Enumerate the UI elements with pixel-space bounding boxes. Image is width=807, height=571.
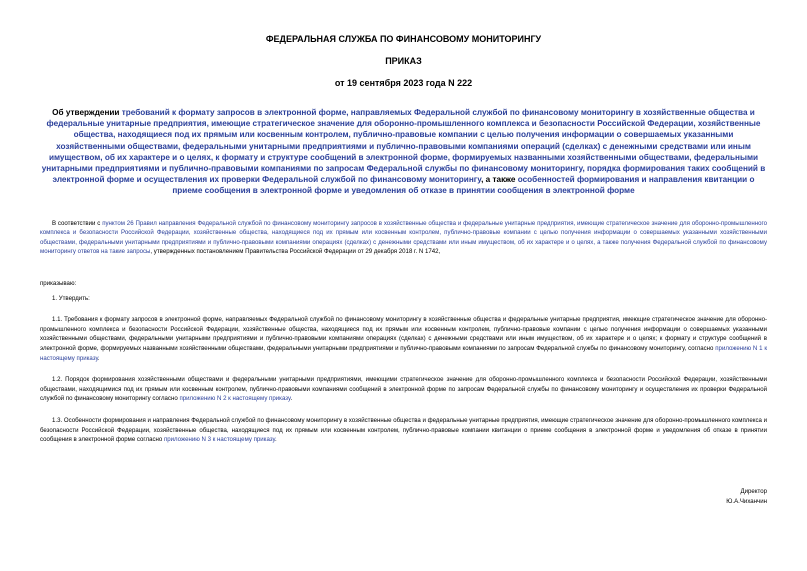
- item-1-1: [40, 315, 767, 363]
- item-1-3-end: .: [274, 436, 277, 444]
- preamble-paragraph: [40, 219, 767, 257]
- item-1-3-text: 1.3. Особенности формирования и направления Федеральной службой по финансовому мониторингу в хозяйственные общества и федеральные унитарные предприятия, имеющие стратегическое значение для оборонно-промышленного комплекса и безопасности Российской Федерации, хозяйственные общества, находящиеся под их прямым или косвенным контролем, публично-правовые компании квитанции о приеме сообщения в электронной форме и уведомления об отказе в принятии сообщения в электронной форме согласно: [40, 416, 767, 444]
- signer-position: Директор: [740, 488, 767, 495]
- title-link-requirements[interactable]: требований к формату запросов в электронной форме, направляемых Федеральной службой по финансовому мониторингу в хозяйственные общества и федеральные унитарные предприятия, имеющие стратегическое значение для оборонно-промышленного комплекса и безопасности Российской Федерации, хозяйственные общества, находящиеся под их прямым или косвенным контролем, публично-правовые компании с целью получения информации о совершаемых указанными хозяйственными обществами, федеральными унитарными предприятиями и публично-правовыми компаниями операций (сделках) с денежными средствами или иным имуществом, об их характере и о целях, к формату и структуре сообщений в электронной форме, формируемых названными хозяйственными обществами, федеральными унитарными предприятиями и публично-правовыми компаниями по запросам Федеральной службы по финансовому мониторингу, порядка формирования таких сообщений в электронной форме и осуществления их проверки Федеральной службой по финансовому мониторингу: [41, 108, 766, 185]
- order-word: приказываю:: [40, 280, 77, 287]
- title-link-features[interactable]: особенностей формирования и направления квитанции о приеме сообщения в электронной форме и уведомления об отказе в принятии сообщения в электронной форме: [172, 175, 755, 196]
- preamble-suffix: , утвержденных постановлением Правительства Российской Федерации от 29 декабря 2018 г. N 1742,: [150, 248, 441, 256]
- item-1-1-end: .: [97, 354, 100, 362]
- item-1-3: [40, 416, 767, 445]
- appendix-3-link[interactable]: приложению N 3 к настоящему приказу: [163, 436, 275, 444]
- item-1: 1. Утвердить:: [52, 294, 90, 302]
- appendix-1-link[interactable]: приложению N 1 к настоящему приказу: [40, 344, 767, 362]
- item-1-1-text: 1.1. Требования к формату запросов в электронной форме, направляемых Федеральной службой по финансовому мониторингу в хозяйственные общества и федеральные унитарные предприятия, имеющие стратегическое значение для оборонно-промышленного комплекса и безопасности Российской Федерации, хозяйственные общества, находящиеся под их прямым или косвенным контролем, публично-правовые компании с целью получения информации о совершаемых указанными хозяйственными обществами, федеральными унитарными предприятиями и публично-правовыми компаниями операциях (сделках) с денежными средствами или иным имуществом, об их характере и о целях; к формату и структуре сообщений в электронной форме, формируемых названными хозяйственными обществами, федеральными унитарными предприятиями и публично-правовыми компаниями по запросам Федеральной службы по финансовому мониторингу, согласно: [40, 316, 767, 352]
- document-title: [40, 107, 767, 197]
- organization-name: ФЕДЕРАЛЬНАЯ СЛУЖБА ПО ФИНАНСОВОМУ МОНИТОРИНГУ: [265, 34, 542, 44]
- document-type: ПРИКАЗ: [385, 56, 422, 66]
- appendix-2-link[interactable]: приложению N 2 к настоящему приказу: [179, 395, 291, 403]
- preamble-prefix: В соответствии с: [52, 219, 103, 227]
- item-1-2-end: .: [290, 395, 293, 403]
- document-date: от 19 сентября 2023 года N 222: [334, 78, 473, 88]
- document-body: [40, 219, 767, 445]
- signer-name: Ю.А.Чиханчин: [726, 497, 767, 505]
- preamble-link-rules[interactable]: пунктом 26 Правил направления Федеральной службой по финансовому мониторингу запросов в хозяйственные общества и федеральные унитарные предприятия, имеющие стратегическое значение для оборонно-промышленного комплекса и безопасности Российской Федерации, хозяйственные общества, находящиеся под их прямым или косвенным контролем, публично-правовые компании с целью получения информации о совершаемых указанными хозяйственными обществами, федеральными унитарными предприятиями и публично-правовыми компаниями операциях (сделках) с денежными средствами или иным имуществом, об их характере и о целях, а также получения Федеральной службой по финансовому мониторингу ответов на такие запросы: [40, 219, 768, 256]
- signature-block: [726, 487, 767, 506]
- title-prefix: Об утверждении: [52, 108, 122, 117]
- title-middle: , а также: [481, 175, 518, 185]
- item-1-2: [40, 375, 767, 404]
- item-1-2-text: 1.2. Порядок формирования хозяйственными обществами и федеральными унитарными предприятиями, имеющими стратегическое значение для оборонно-промышленного комплекса и безопасности Российской Федерации, хозяйственными обществами, находящимися под их прямым или косвенным контролем, публично-правовыми компаниями сообщений в электронной форме по запросам Федеральной службы по финансовому мониторингу и осуществления их проверки Федеральной службой по финансовому мониторингу согласно: [40, 376, 767, 403]
